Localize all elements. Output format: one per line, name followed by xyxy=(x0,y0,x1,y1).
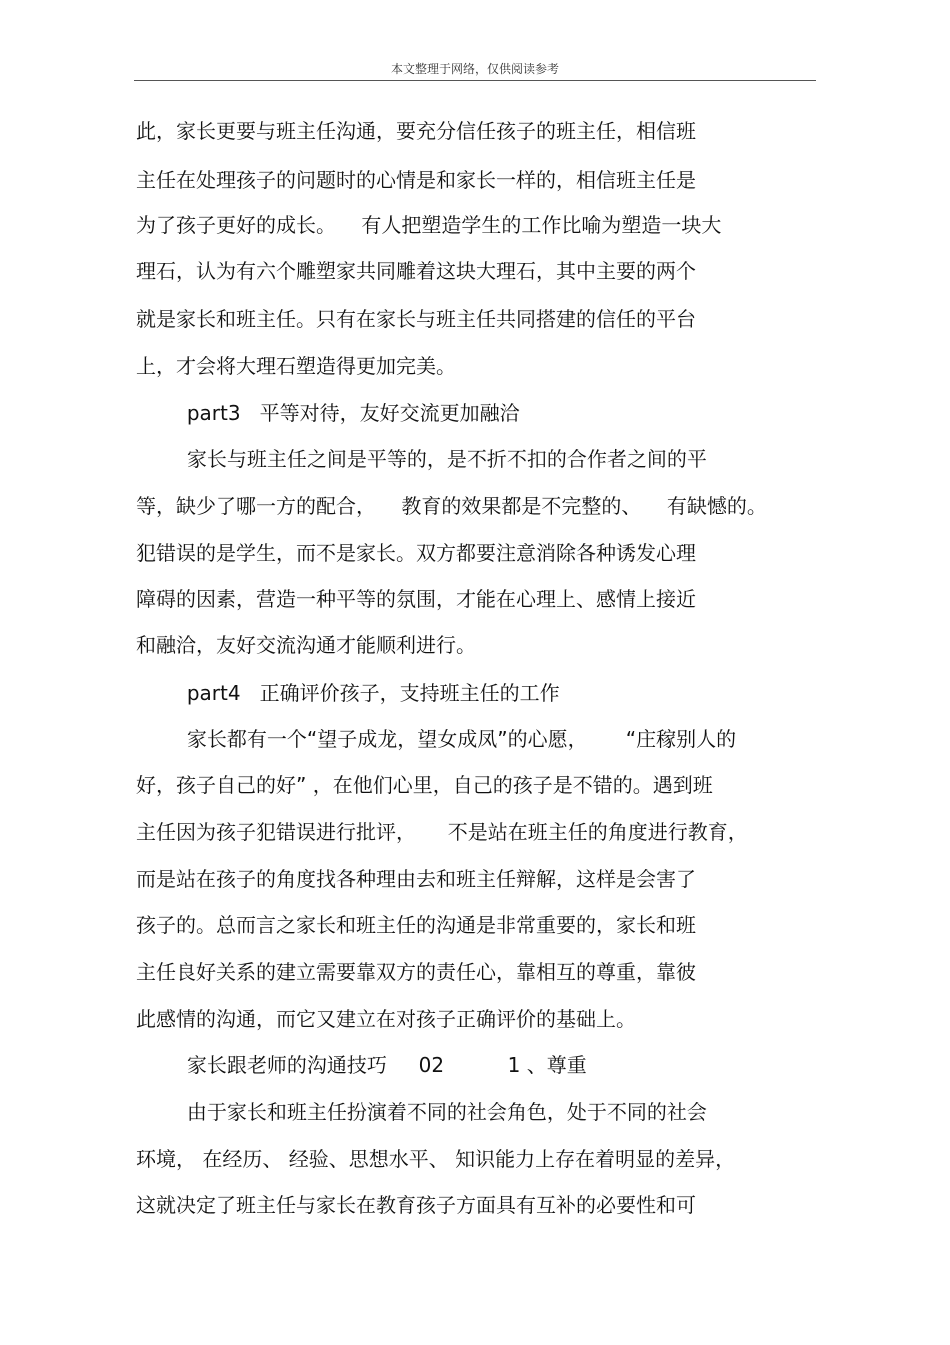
text-line: 理石，认为有六个雕塑家共同雕着这块大理石，其中主要的两个 xyxy=(136,259,696,283)
page-header: 本文整理于网络，仅供阅读参考 xyxy=(390,62,559,76)
header-divider xyxy=(134,80,816,81)
text-line: 好，孩子自己的好” ，在他们心里，自己的孩子是不错的。遇到班 xyxy=(136,773,713,797)
text-line: 就是家长和班主任。只有在家长与班主任共同搭建的信任的平台 xyxy=(136,307,696,331)
text-line: 犯错误的是学生，而不是家长。双方都要注意消除各种诱发心理 xyxy=(136,541,696,565)
section-heading-part3: part3 平等对待，友好交流更加融洽 xyxy=(136,401,520,425)
text-line: 为了孩子更好的成长。 有人把塑造学生的工作比喻为塑造一块大 xyxy=(136,213,722,237)
section-heading-part4: part4 正确评价孩子，支持班主任的工作 xyxy=(136,681,560,705)
text-line: 而是站在孩子的角度找各种理由去和班主任辩解，这样是会害了 xyxy=(136,867,696,891)
text-line: 障碍的因素，营造一种平等的氛围，才能在心理上、感情上接近 xyxy=(136,587,696,611)
text-line: 主任因为孩子犯错误进行批评， 不是站在班主任的角度进行教育， xyxy=(136,820,748,844)
text-line: 此，家长更要与班主任沟通，要充分信任孩子的班主任，相信班 xyxy=(136,119,696,143)
section-heading-tips: 家长跟老师的沟通技巧 02 1 、尊重 xyxy=(136,1053,587,1077)
text-line: 和融洽，友好交流沟通才能顺利进行。 xyxy=(136,633,476,657)
text-line: 家长与班主任之间是平等的，是不折不扣的合作者之间的平 xyxy=(136,447,707,471)
text-line: 此感情的沟通，而它又建立在对孩子正确评价的基础上。 xyxy=(136,1007,636,1031)
text-line: 等，缺少了哪一方的配合， 教育的效果都是不完整的、 有缺憾的。 xyxy=(136,494,767,518)
text-line: 这就决定了班主任与家长在教育孩子方面具有互补的必要性和可 xyxy=(136,1193,696,1217)
text-line: 家长都有一个“望子成龙，望女成凤”的心愿， “庄稼别人的 xyxy=(136,727,737,751)
text-line: 孩子的。总而言之家长和班主任的沟通是非常重要的，家长和班 xyxy=(136,913,696,937)
text-line: 上，才会将大理石塑造得更加完美。 xyxy=(136,354,456,378)
text-line: 主任在处理孩子的问题时的心情是和家长一样的，相信班主任是 xyxy=(136,168,696,192)
text-line: 主任良好关系的建立需要靠双方的责任心，靠相互的尊重，靠彼 xyxy=(136,960,696,984)
text-line: 环境， 在经历、 经验、思想水平、 知识能力上存在着明显的差异， xyxy=(136,1147,736,1171)
text-line: 由于家长和班主任扮演着不同的社会角色，处于不同的社会 xyxy=(136,1100,707,1124)
